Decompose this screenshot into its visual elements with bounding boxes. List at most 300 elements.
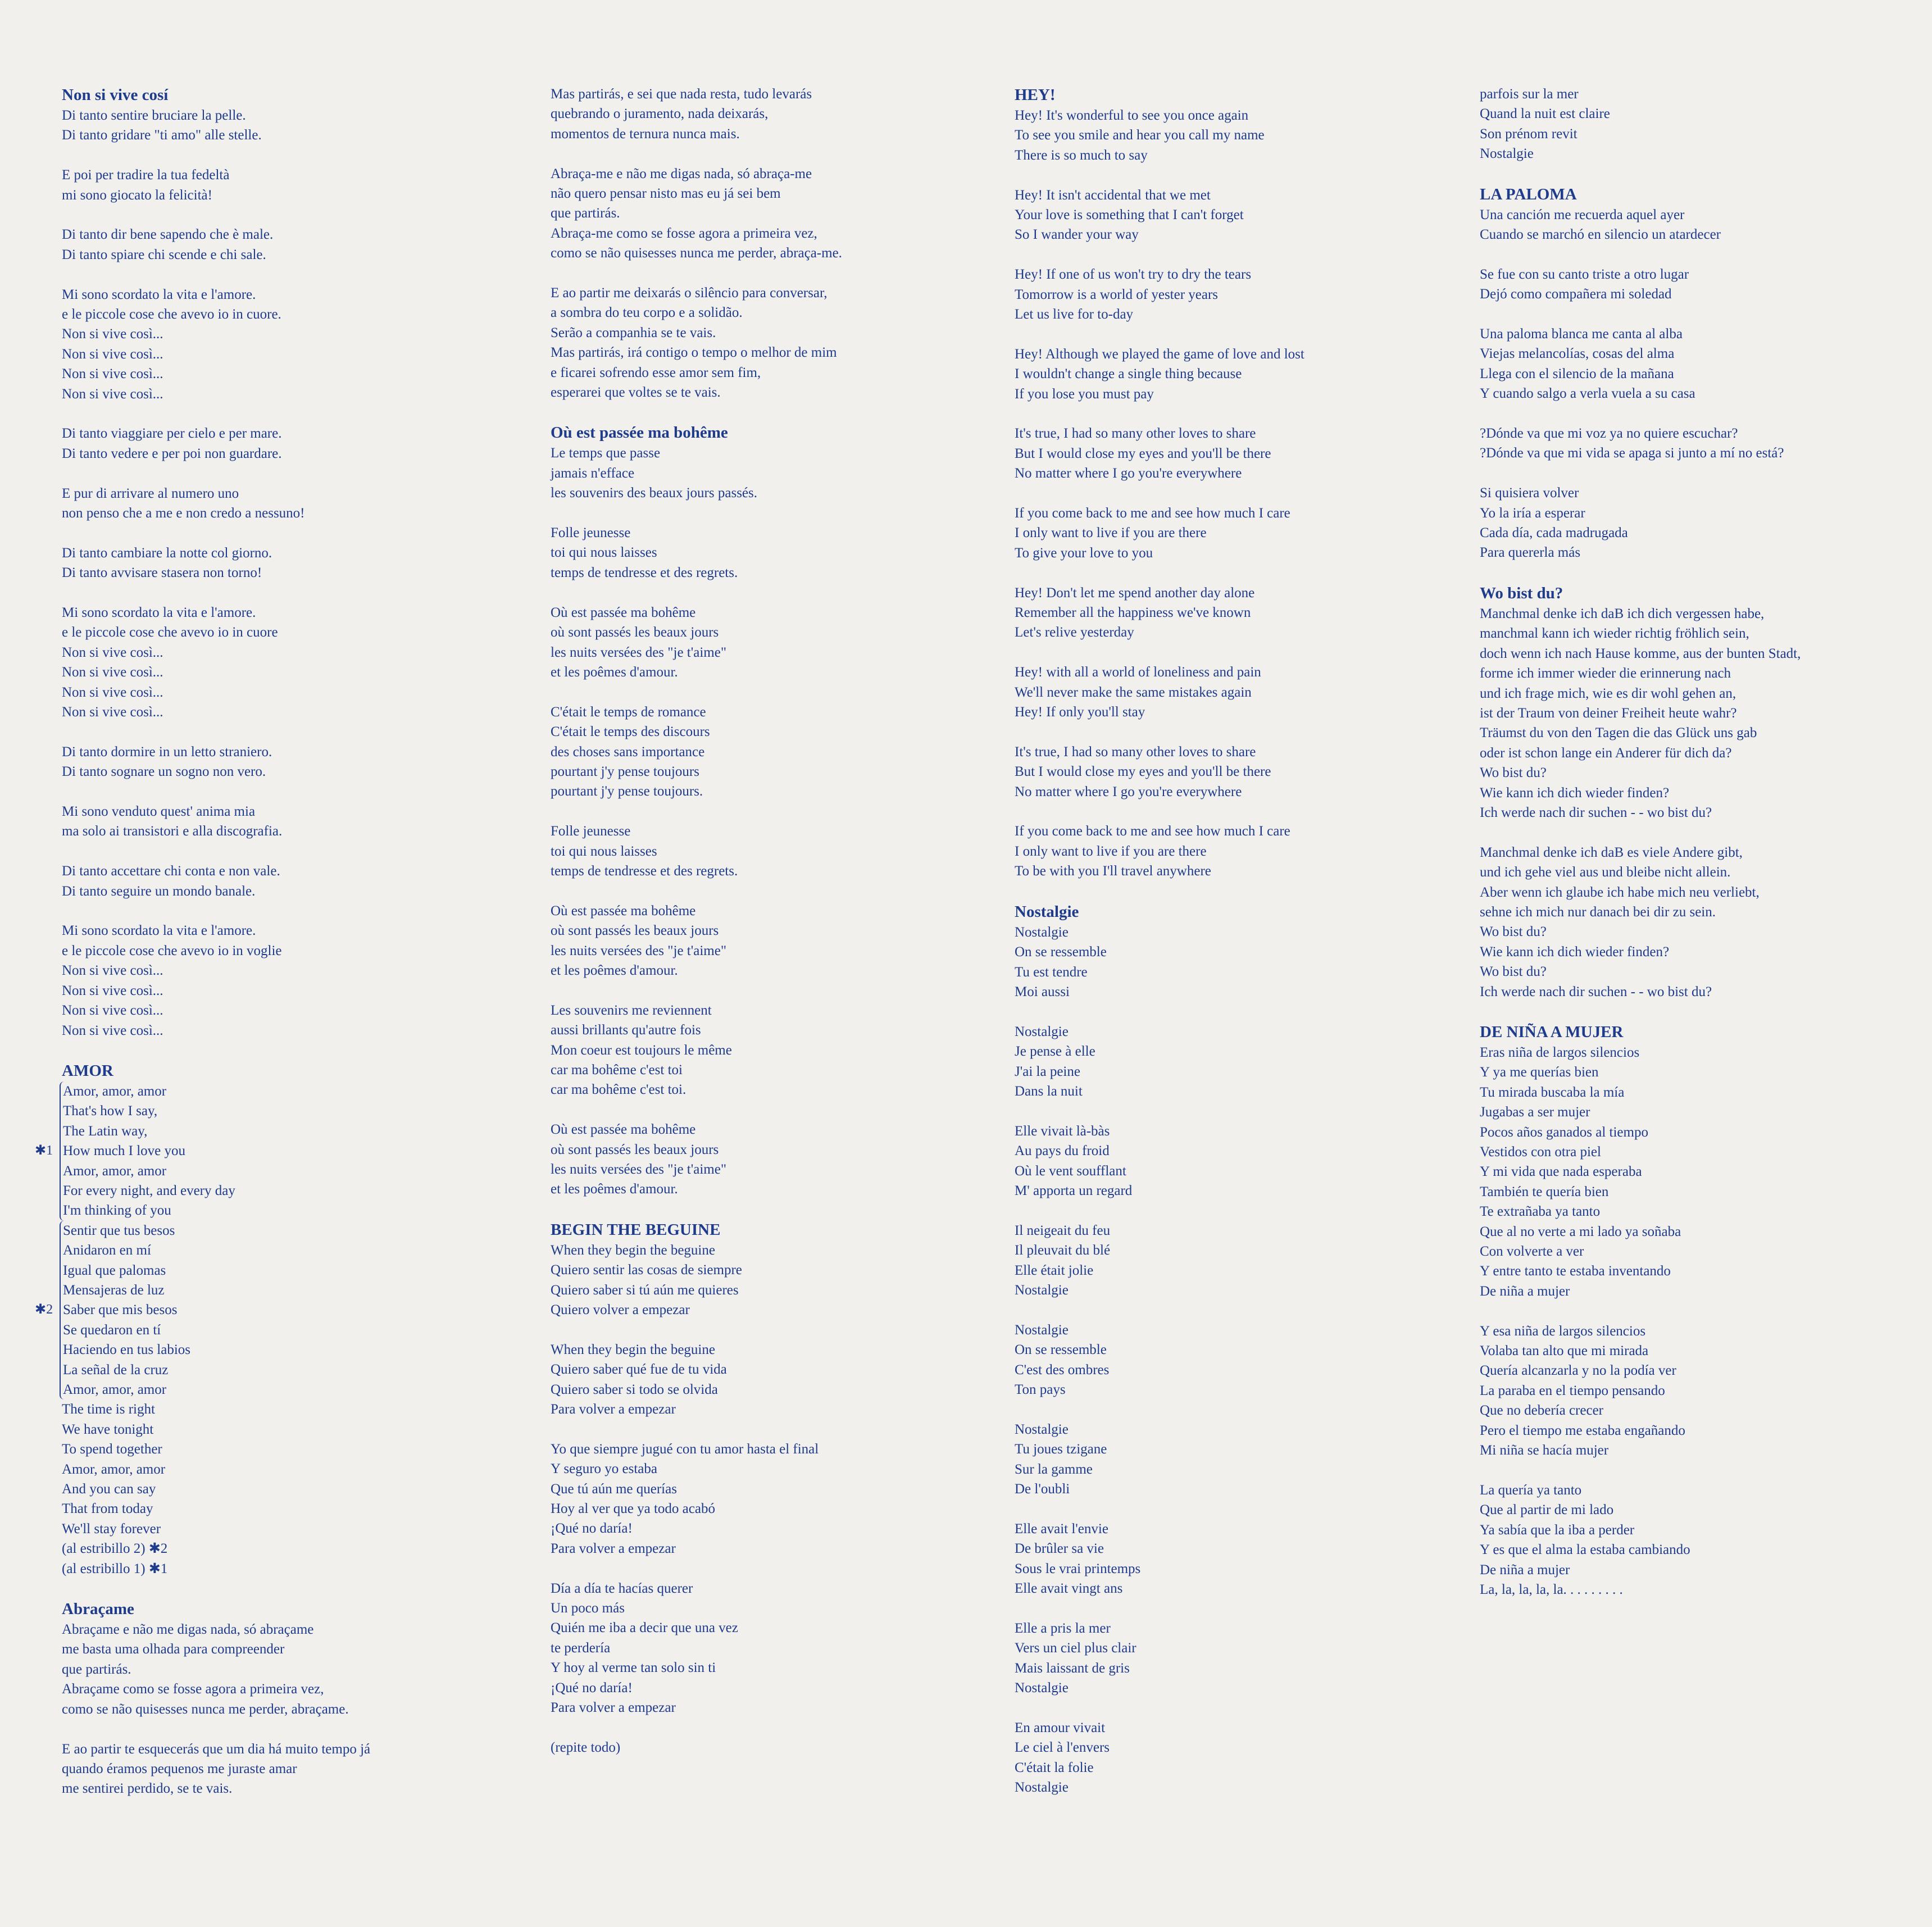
lyric-line: Non si vive così... — [62, 983, 163, 998]
lyric-line: toi qui nous laisses — [551, 843, 657, 859]
lyric-line: E ao partir te esquecerás que um dia há muito tempo já — [62, 1741, 371, 1757]
song-block — [551, 1219, 1000, 1758]
lyric-line: Où le vent soufflant — [1015, 1163, 1126, 1179]
lyric-line: Mi niña se hacía mujer — [1480, 1443, 1609, 1458]
lyric-line: Manchmal denke ich daB es viele Andere gibt, — [1480, 844, 1743, 860]
stanza — [551, 901, 1000, 981]
lyric-line: ?Dónde va que mi voz ya no quiere escuchar? — [1480, 426, 1738, 442]
stanza — [62, 861, 489, 901]
lyric-line: When they begin the beguine — [551, 1342, 715, 1357]
song-block — [551, 422, 1000, 1199]
lyric-line: Hey! Don't let me spend another day alone — [1015, 585, 1255, 601]
lyric-line: But I would close my eyes and you'll be there — [1015, 764, 1271, 780]
lyric-line: La quería ya tanto — [1480, 1482, 1582, 1498]
lyric-line: If you come back to me and see how much I care — [1015, 506, 1290, 521]
song-block — [1480, 583, 1924, 1002]
lyric-line: e le piccole cose che avevo io in voglie — [62, 943, 282, 958]
stanza — [1015, 1022, 1464, 1102]
song-block — [1015, 901, 1464, 1798]
lyric-line: où sont passés les beaux jours — [551, 625, 719, 640]
lyric-line: Nostalgie — [1015, 1680, 1069, 1696]
lyric-line: e ficarei sofrendo esse amor sem fim, — [551, 365, 761, 380]
lyric-line: e le piccole cose che avevo io in cuore — [62, 625, 278, 640]
stanza — [1480, 604, 1924, 822]
lyric-line: Di tanto vedere e per poi non guardare. — [62, 446, 282, 461]
lyric-line: Y hoy al verme tan solo sin ti — [551, 1660, 716, 1676]
lyric-line: Amor, amor, amor — [62, 1461, 166, 1477]
lyric-line: La señal de la cruz — [63, 1362, 169, 1378]
lyric-line: Y ya me querías bien — [1480, 1065, 1599, 1080]
stanza — [1015, 662, 1464, 722]
stanza — [1480, 205, 1924, 245]
lyric-line: But I would close my eyes and you'll be there — [1015, 446, 1271, 461]
stanza — [62, 921, 489, 1040]
lyric-line: Wo bist du? — [1480, 924, 1547, 940]
song-block — [1015, 84, 1464, 881]
song-title: Abraçame — [62, 1600, 134, 1619]
lyric-line: That's how I say, — [63, 1103, 158, 1119]
lyric-line: No matter where I go you're everywhere — [1015, 784, 1242, 799]
lyric-line: Jugabas a ser mujer — [1480, 1105, 1590, 1120]
lyric-line: Où est passée ma bohême — [551, 903, 696, 919]
stanza — [1015, 1519, 1464, 1599]
stanza — [551, 1001, 1000, 1100]
stanza — [1015, 1718, 1464, 1798]
lyric-line: parfois sur la mer — [1480, 87, 1579, 102]
lyric-line: Una paloma blanca me canta al alba — [1480, 326, 1683, 342]
lyric-line: E ao partir me deixarás o silêncio para conversar, — [551, 285, 828, 301]
song-title: Non si vive cosí — [62, 86, 169, 104]
lyric-line: ?Dónde va que mi vida se apaga si junto a mí no está? — [1480, 446, 1784, 461]
lyric-line: Au pays du froid — [1015, 1143, 1110, 1159]
lyric-line: Mensajeras de luz — [63, 1282, 165, 1298]
stanza — [551, 283, 1000, 402]
lyric-line: Ich werde nach dir suchen - - wo bist du? — [1480, 984, 1712, 999]
lyric-line: Ich werde nach dir suchen - - wo bist du? — [1480, 805, 1712, 820]
lyric-line: Mas partirás, e sei que nada resta, tudo levarás — [551, 87, 812, 102]
lyric-line: te perdería — [551, 1640, 611, 1656]
song-block — [35, 1060, 489, 1579]
lyric-line: Eras niña de largos silencios — [1480, 1044, 1640, 1060]
lyric-line: Non si vive così... — [62, 346, 163, 362]
stanza — [62, 165, 489, 205]
stanza — [551, 702, 1000, 802]
lyric-line: Quiero volver a empezar — [551, 1302, 690, 1318]
stanza — [1015, 1320, 1464, 1400]
lyric-line: doch wenn ich nach Hause komme, aus der bunten Stadt, — [1480, 646, 1801, 661]
lyric-line: En amour vivait — [1015, 1720, 1106, 1735]
lyric-line: Abraçame e não me digas nada, só abraçame — [62, 1622, 314, 1638]
lyric-line: temps de tendresse et des regrets. — [551, 565, 738, 580]
lyric-line: Il pleuvait du blé — [1015, 1243, 1111, 1258]
stanza — [62, 424, 489, 463]
song-block — [62, 1598, 489, 1799]
lyric-line: To be with you I'll travel anywhere — [1015, 863, 1211, 879]
lyric-line: We'll stay forever — [62, 1521, 161, 1537]
lyric-line: Mas partirás, irá contigo o tempo o melhor de mim — [551, 345, 837, 361]
stanza — [1015, 1619, 1464, 1698]
lyric-line: Con volverte a ver — [1480, 1244, 1584, 1260]
lyric-line: e le piccole cose che avevo io in cuore. — [62, 307, 281, 322]
lyric-line: Le temps que passe — [551, 446, 661, 461]
lyric-line: mi sono giocato la felicità! — [62, 187, 212, 203]
lyric-line: Hey! It isn't accidental that we met — [1015, 187, 1211, 203]
lyric-line: Manchmal denke ich daB ich dich vergessen habe, — [1480, 606, 1765, 621]
lyric-line: Di tanto sentire bruciare la pelle. — [62, 108, 246, 123]
lyric-line: La, la, la, la, la. . . . . . . . . — [1480, 1581, 1623, 1597]
lyric-line: Sur la gamme — [1015, 1461, 1093, 1477]
lyric-line: I'm thinking of you — [63, 1203, 171, 1219]
lyric-line: Non si vive così... — [62, 326, 163, 342]
lyric-line: car ma bohême c'est toi. — [551, 1082, 687, 1098]
lyric-line: (al estribillo 2) ✱2 — [62, 1541, 168, 1557]
lyric-line: Que no debería crecer — [1480, 1403, 1603, 1419]
refrain-bracket — [35, 1081, 489, 1221]
stanza — [551, 1240, 1000, 1320]
lyric-line: Tomorrow is a world of yester years — [1015, 287, 1219, 302]
lyric-line: Para volver a empezar — [551, 1402, 676, 1417]
lyric-line: que partirás. — [62, 1661, 131, 1677]
lyric-line: como se não quisesses nunca me perder, abraçame. — [62, 1701, 349, 1717]
lyric-line: manchmal kann ich wieder richtig fröhlich sein, — [1480, 626, 1749, 642]
lyric-line: To give your love to you — [1015, 545, 1153, 561]
lyric-line: Ton pays — [1015, 1381, 1066, 1397]
lyric-line: Amor, amor, amor — [63, 1382, 167, 1398]
lyric-line: Où est passée ma bohême — [551, 605, 696, 620]
lyric-line: und ich gehe viel aus und bleibe nicht allein. — [1480, 865, 1731, 880]
lyric-line: Quiero sentir las cosas de siempre — [551, 1262, 742, 1278]
lyric-line: Que al no verte a mi lado ya soñaba — [1480, 1224, 1681, 1239]
lyric-line: a sombra do teu corpo e a solidão. — [551, 305, 743, 321]
lyric-line: Let us live for to-day — [1015, 307, 1134, 322]
lyric-line: Ya sabía que la iba a perder — [1480, 1522, 1635, 1538]
lyric-line: Di tanto dir bene sapendo che è male. — [62, 227, 274, 243]
stanza — [1480, 1321, 1924, 1461]
lyric-line: If you lose you must pay — [1015, 386, 1154, 402]
lyric-line: et les poêmes d'amour. — [551, 962, 678, 978]
lyric-line: Aber wenn ich glaube ich habe mich neu verliebt, — [1480, 884, 1760, 900]
lyric-line: On se ressemble — [1015, 944, 1107, 960]
lyrics-column-3 — [1015, 84, 1464, 1817]
song-title: DE NIÑA A MUJER — [1480, 1022, 1624, 1041]
lyric-line: aussi brillants qu'autre fois — [551, 1022, 701, 1038]
lyric-line: Anidaron en mí — [63, 1243, 151, 1258]
lyric-line: También te quería bien — [1480, 1184, 1609, 1199]
lyric-line: C'était le temps des discours — [551, 724, 710, 740]
lyric-line: des choses sans importance — [551, 744, 705, 760]
stanza — [62, 1620, 489, 1719]
lyric-line: Volaba tan alto que mi mirada — [1480, 1343, 1649, 1359]
stanza — [1015, 265, 1464, 324]
lyric-line: Di tanto gridare "ti amo" alle stelle. — [62, 128, 262, 143]
lyric-line: Di tanto dormire in un letto straniero. — [62, 744, 272, 760]
lyric-line: Y cuando salgo a verla vuela a su casa — [1480, 386, 1695, 402]
lyric-line: sehne ich mich nur danach bei dir zu sein. — [1480, 904, 1716, 920]
lyric-line: Nostalgie — [1015, 1282, 1069, 1298]
lyric-line: Elle a pris la mer — [1015, 1620, 1111, 1636]
stanza — [62, 285, 489, 404]
lyric-line: où sont passés les beaux jours — [551, 923, 719, 939]
lyric-line: ¡Qué no daría! — [551, 1680, 633, 1696]
lyric-line: Tu joues tzigane — [1015, 1442, 1107, 1457]
stanza — [1015, 1420, 1464, 1499]
lyric-line: quebrando o juramento, nada deixarás, — [551, 106, 769, 122]
lyric-line: Yo la iría a esperar — [1480, 505, 1585, 521]
lyric-line: Folle jeunesse — [551, 824, 631, 839]
lyric-line: ist der Traum von deiner Freiheit heute wahr? — [1480, 705, 1737, 721]
lyric-line: Elle vivait là-bàs — [1015, 1123, 1110, 1139]
lyric-line: Amor, amor, amor — [63, 1163, 167, 1179]
lyric-line: Y seguro yo estaba — [551, 1461, 657, 1477]
lyric-line: M' apporta un regard — [1015, 1183, 1133, 1198]
stanza — [1015, 1221, 1464, 1301]
lyric-line: Y esa niña de largos silencios — [1480, 1323, 1646, 1339]
lyric-line: Te extrañaba ya tanto — [1480, 1204, 1601, 1220]
stanza — [1480, 1480, 1924, 1599]
stanza — [1015, 185, 1464, 245]
lyric-line: E pur di arrivare al numero uno — [62, 485, 239, 501]
lyric-line: Nostalgie — [1015, 1780, 1069, 1796]
lyric-line: Son prénom revit — [1480, 126, 1578, 142]
lyric-line: Igual que palomas — [63, 1262, 166, 1278]
stanza — [1480, 84, 1924, 164]
lyric-line: That from today — [62, 1501, 153, 1517]
lyric-line: Your love is something that I can't forget — [1015, 207, 1244, 223]
song-title: BEGIN THE BEGUINE — [551, 1220, 721, 1239]
stanza — [62, 1399, 489, 1579]
stanza — [1015, 344, 1464, 404]
lyric-line: temps de tendresse et des regrets. — [551, 863, 738, 879]
lyric-line: Hey! with all a world of loneliness and pain — [1015, 665, 1261, 680]
lyric-line: C'était la folie — [1015, 1760, 1094, 1775]
stanza — [551, 443, 1000, 503]
stanza — [551, 1120, 1000, 1199]
stanza — [551, 84, 1000, 144]
lyric-line: jamais n'efface — [551, 465, 635, 481]
lyric-line: So I wander your way — [1015, 227, 1139, 243]
lyric-line: (al estribillo 1) ✱1 — [62, 1561, 168, 1576]
lyric-line: Se fue con su canto triste a otro lugar — [1480, 266, 1689, 282]
lyric-line: les nuits versées des "je t'aime" — [551, 943, 727, 958]
lyric-line: Di tanto sognare un sogno non vero. — [62, 764, 266, 780]
lyric-line: C'est des ombres — [1015, 1362, 1110, 1378]
lyric-line: Le ciel à l'envers — [1015, 1740, 1110, 1756]
lyric-line: Yo que siempre jugué con tu amor hasta el final — [551, 1441, 819, 1457]
song-title: HEY! — [1015, 86, 1056, 104]
lyric-line: To see you smile and hear you call my name — [1015, 128, 1265, 143]
stanza — [551, 821, 1000, 881]
lyric-line: Nostalgie — [1015, 924, 1069, 940]
lyric-line: Quiero saber si todo se olvida — [551, 1381, 718, 1397]
lyric-line: Mi sono scordato la vita e l'amore. — [62, 605, 256, 621]
lyric-line: Sentir que tus besos — [63, 1222, 175, 1238]
lyric-line: Cuando se marchó en silencio un atardecer — [1480, 227, 1721, 243]
stanza — [1015, 742, 1464, 802]
lyric-line: Vers un ciel plus clair — [1015, 1640, 1137, 1656]
lyric-line: Nostalgie — [1015, 1322, 1069, 1338]
lyric-line: Wie kann ich dich wieder finden? — [1480, 785, 1670, 801]
stanza — [62, 742, 489, 782]
lyric-line: Où est passée ma bohême — [551, 1122, 696, 1138]
stanza — [1480, 1043, 1924, 1301]
lyric-line: Di tanto spiare chi scende e chi sale. — [62, 247, 266, 262]
lyric-line: Wo bist du? — [1480, 765, 1547, 781]
lyric-line: Y mi vida que nada esperaba — [1480, 1164, 1642, 1180]
lyric-line: Träumst du von den Tagen die das Glück uns gab — [1480, 725, 1757, 741]
lyric-line: Non si vive così... — [62, 1022, 163, 1038]
lyric-line: And you can say — [62, 1481, 156, 1497]
lyric-line: Di tanto seguire un mondo banale. — [62, 883, 256, 899]
lyric-line: pourtant j'y pense toujours. — [551, 784, 703, 799]
lyric-line: J'ai la peine — [1015, 1064, 1080, 1079]
lyric-line: Wie kann ich dich wieder finden? — [1480, 944, 1670, 960]
lyric-line: Un poco más — [551, 1601, 625, 1616]
stanza — [1480, 424, 1924, 463]
stanza — [62, 603, 489, 722]
lyric-line: La paraba en el tiempo pensando — [1480, 1383, 1665, 1398]
lyric-line: Amor, amor, amor — [63, 1083, 167, 1099]
lyric-line: Mi sono scordato la vita e l'amore. — [62, 287, 256, 302]
lyric-line: Wo bist du? — [1480, 964, 1547, 980]
stanza — [1480, 843, 1924, 1002]
lyric-line: Dejó como compañera mi soledad — [1480, 287, 1672, 302]
lyric-line: Quiero saber qué fue de tu vida — [551, 1362, 727, 1378]
stanza — [62, 484, 489, 524]
refrain-marker: ✱1 — [35, 1143, 53, 1158]
lyric-line: et les poêmes d'amour. — [551, 664, 678, 680]
lyric-line: Hey! If only you'll stay — [1015, 705, 1145, 720]
lyrics-column-2 — [551, 84, 1000, 1777]
lyric-line: ma solo ai transistori e alla discografia. — [62, 824, 283, 839]
stanza — [551, 1579, 1000, 1718]
lyric-line: Non si vive così... — [62, 644, 163, 660]
lyric-line: I only want to live if you are there — [1015, 525, 1207, 541]
stanza — [62, 225, 489, 265]
lyric-line: me sentirei perdido, se te vais. — [62, 1781, 233, 1797]
lyric-line: Elle était jolie — [1015, 1262, 1094, 1278]
lyric-line: Di tanto cambiare la notte col giorno. — [62, 545, 272, 561]
stanza — [551, 1340, 1000, 1420]
lyric-line: Mon coeur est toujours le même — [551, 1042, 732, 1058]
song-title: Où est passée ma bohême — [551, 424, 728, 442]
lyric-line: Pero el tiempo me estaba engañando — [1480, 1422, 1685, 1438]
stanza — [551, 1738, 1000, 1757]
lyric-line: It's true, I had so many other loves to share — [1015, 744, 1256, 760]
stanza — [551, 164, 1000, 263]
song-title: AMOR — [62, 1061, 113, 1080]
lyric-line: oder ist schon lange ein Anderer für dich da? — [1480, 745, 1732, 761]
lyric-line: não quero pensar nisto mas eu já sei bem — [551, 186, 781, 202]
lyrics-column-4 — [1480, 84, 1924, 1619]
lyric-line: Quería alcanzarla y no la podía ver — [1480, 1363, 1676, 1379]
lyric-line: Hey! Although we played the game of love and lost — [1015, 346, 1304, 362]
lyric-line: If you come back to me and see how much I care — [1015, 824, 1290, 839]
song-block — [1480, 84, 1924, 164]
lyric-line: Que al partir de mi lado — [1480, 1502, 1614, 1518]
lyric-line: E poi per tradire la tua fedeltà — [62, 167, 230, 183]
lyric-line: When they begin the beguine — [551, 1242, 715, 1258]
lyric-line: Non si vive così... — [62, 386, 163, 402]
song-title: LA PALOMA — [1480, 185, 1577, 203]
lyric-line: Moi aussi — [1015, 984, 1070, 999]
stanza — [1015, 583, 1464, 643]
lyric-line: Se quedaron en tí — [63, 1322, 161, 1338]
refrain-marker: ✱2 — [35, 1302, 53, 1317]
lyric-line: Non si vive così... — [62, 705, 163, 720]
lyric-line: Tu est tendre — [1015, 964, 1088, 980]
lyric-line: C'était le temps de romance — [551, 704, 706, 720]
lyric-line: For every night, and every day — [63, 1183, 235, 1198]
lyric-line: We have tonight — [62, 1421, 154, 1437]
lyric-line: There is so much to say — [1015, 147, 1148, 163]
lyric-line: Abraçame como se fosse agora a primeira vez, — [62, 1681, 324, 1697]
song-block — [551, 84, 1000, 402]
lyric-line: esperarei que voltes se te vais. — [551, 385, 721, 401]
stanza — [62, 1739, 489, 1799]
stanza — [1015, 106, 1464, 165]
lyric-line: ¡Qué no daría! — [551, 1521, 633, 1537]
lyric-line: quando éramos pequenos me juraste amar — [62, 1761, 297, 1776]
lyric-line: Di tanto accettare chi conta e non vale. — [62, 863, 280, 879]
lyric-line: Haciendo en tus labios — [63, 1342, 191, 1358]
lyric-line: Non si vive così... — [62, 366, 163, 382]
lyric-line: Hey! It's wonderful to see you once again — [1015, 108, 1249, 123]
lyric-line: les nuits versées des "je t'aime" — [551, 1161, 727, 1177]
lyric-line: Serão a companhia se te vais. — [551, 325, 716, 340]
stanza — [62, 802, 489, 842]
lyric-line: como se não quisesses nunca me perder, abraça-me. — [551, 246, 842, 261]
lyric-line: Nostalgie — [1480, 146, 1534, 162]
lyric-line: Una canción me recuerda aquel ayer — [1480, 207, 1685, 222]
lyric-line: On se ressemble — [1015, 1342, 1107, 1358]
lyric-line: It's true, I had so many other loves to share — [1015, 426, 1256, 442]
lyric-line: Mais laissant de gris — [1015, 1660, 1130, 1676]
stanza — [1015, 922, 1464, 1002]
lyric-line: und ich frage mich, wie es dir wohl gehen an, — [1480, 685, 1736, 701]
stanza — [1015, 821, 1464, 881]
lyric-line: I wouldn't change a single thing because — [1015, 366, 1242, 382]
lyric-line: Non si vive così... — [62, 684, 163, 700]
lyric-line: The time is right — [62, 1402, 155, 1417]
lyric-line: De niña a mujer — [1480, 1562, 1570, 1578]
lyric-line: Nostalgie — [1015, 1421, 1069, 1437]
lyric-line: No matter where I go you're everywhere — [1015, 466, 1242, 481]
stanza — [1015, 424, 1464, 483]
lyric-line: Viejas melancolías, cosas del alma — [1480, 346, 1675, 362]
lyric-line: où sont passés les beaux jours — [551, 1142, 719, 1157]
stanza — [1480, 483, 1924, 563]
lyric-line: Il neigeait du feu — [1015, 1222, 1111, 1238]
lyric-line: Y es que el alma la estaba cambiando — [1480, 1542, 1690, 1558]
lyric-line: Quiero saber si tú aún me quieres — [551, 1282, 739, 1298]
lyric-line: Elle avait vingt ans — [1015, 1581, 1123, 1597]
lyric-line: Mi sono scordato la vita e l'amore. — [62, 923, 256, 939]
stanza — [1015, 1121, 1464, 1201]
song-block — [62, 84, 489, 1040]
stanza — [551, 523, 1000, 583]
lyric-line: momentos de ternura nunca mais. — [551, 126, 740, 142]
lyric-line: toi qui nous laisses — [551, 545, 657, 561]
lyric-line: Folle jeunesse — [551, 525, 631, 541]
stanza — [62, 106, 489, 146]
lyric-line: Nostalgie — [1015, 1024, 1069, 1039]
lyric-line: Je pense à elle — [1015, 1044, 1095, 1060]
lyric-line: I only want to live if you are there — [1015, 843, 1207, 859]
lyric-line: To spend together — [62, 1442, 162, 1457]
lyric-line: les souvenirs des beaux jours passés. — [551, 485, 757, 501]
lyric-line: De niña a mujer — [1480, 1283, 1570, 1299]
lyric-line: Let's relive yesterday — [1015, 625, 1134, 640]
